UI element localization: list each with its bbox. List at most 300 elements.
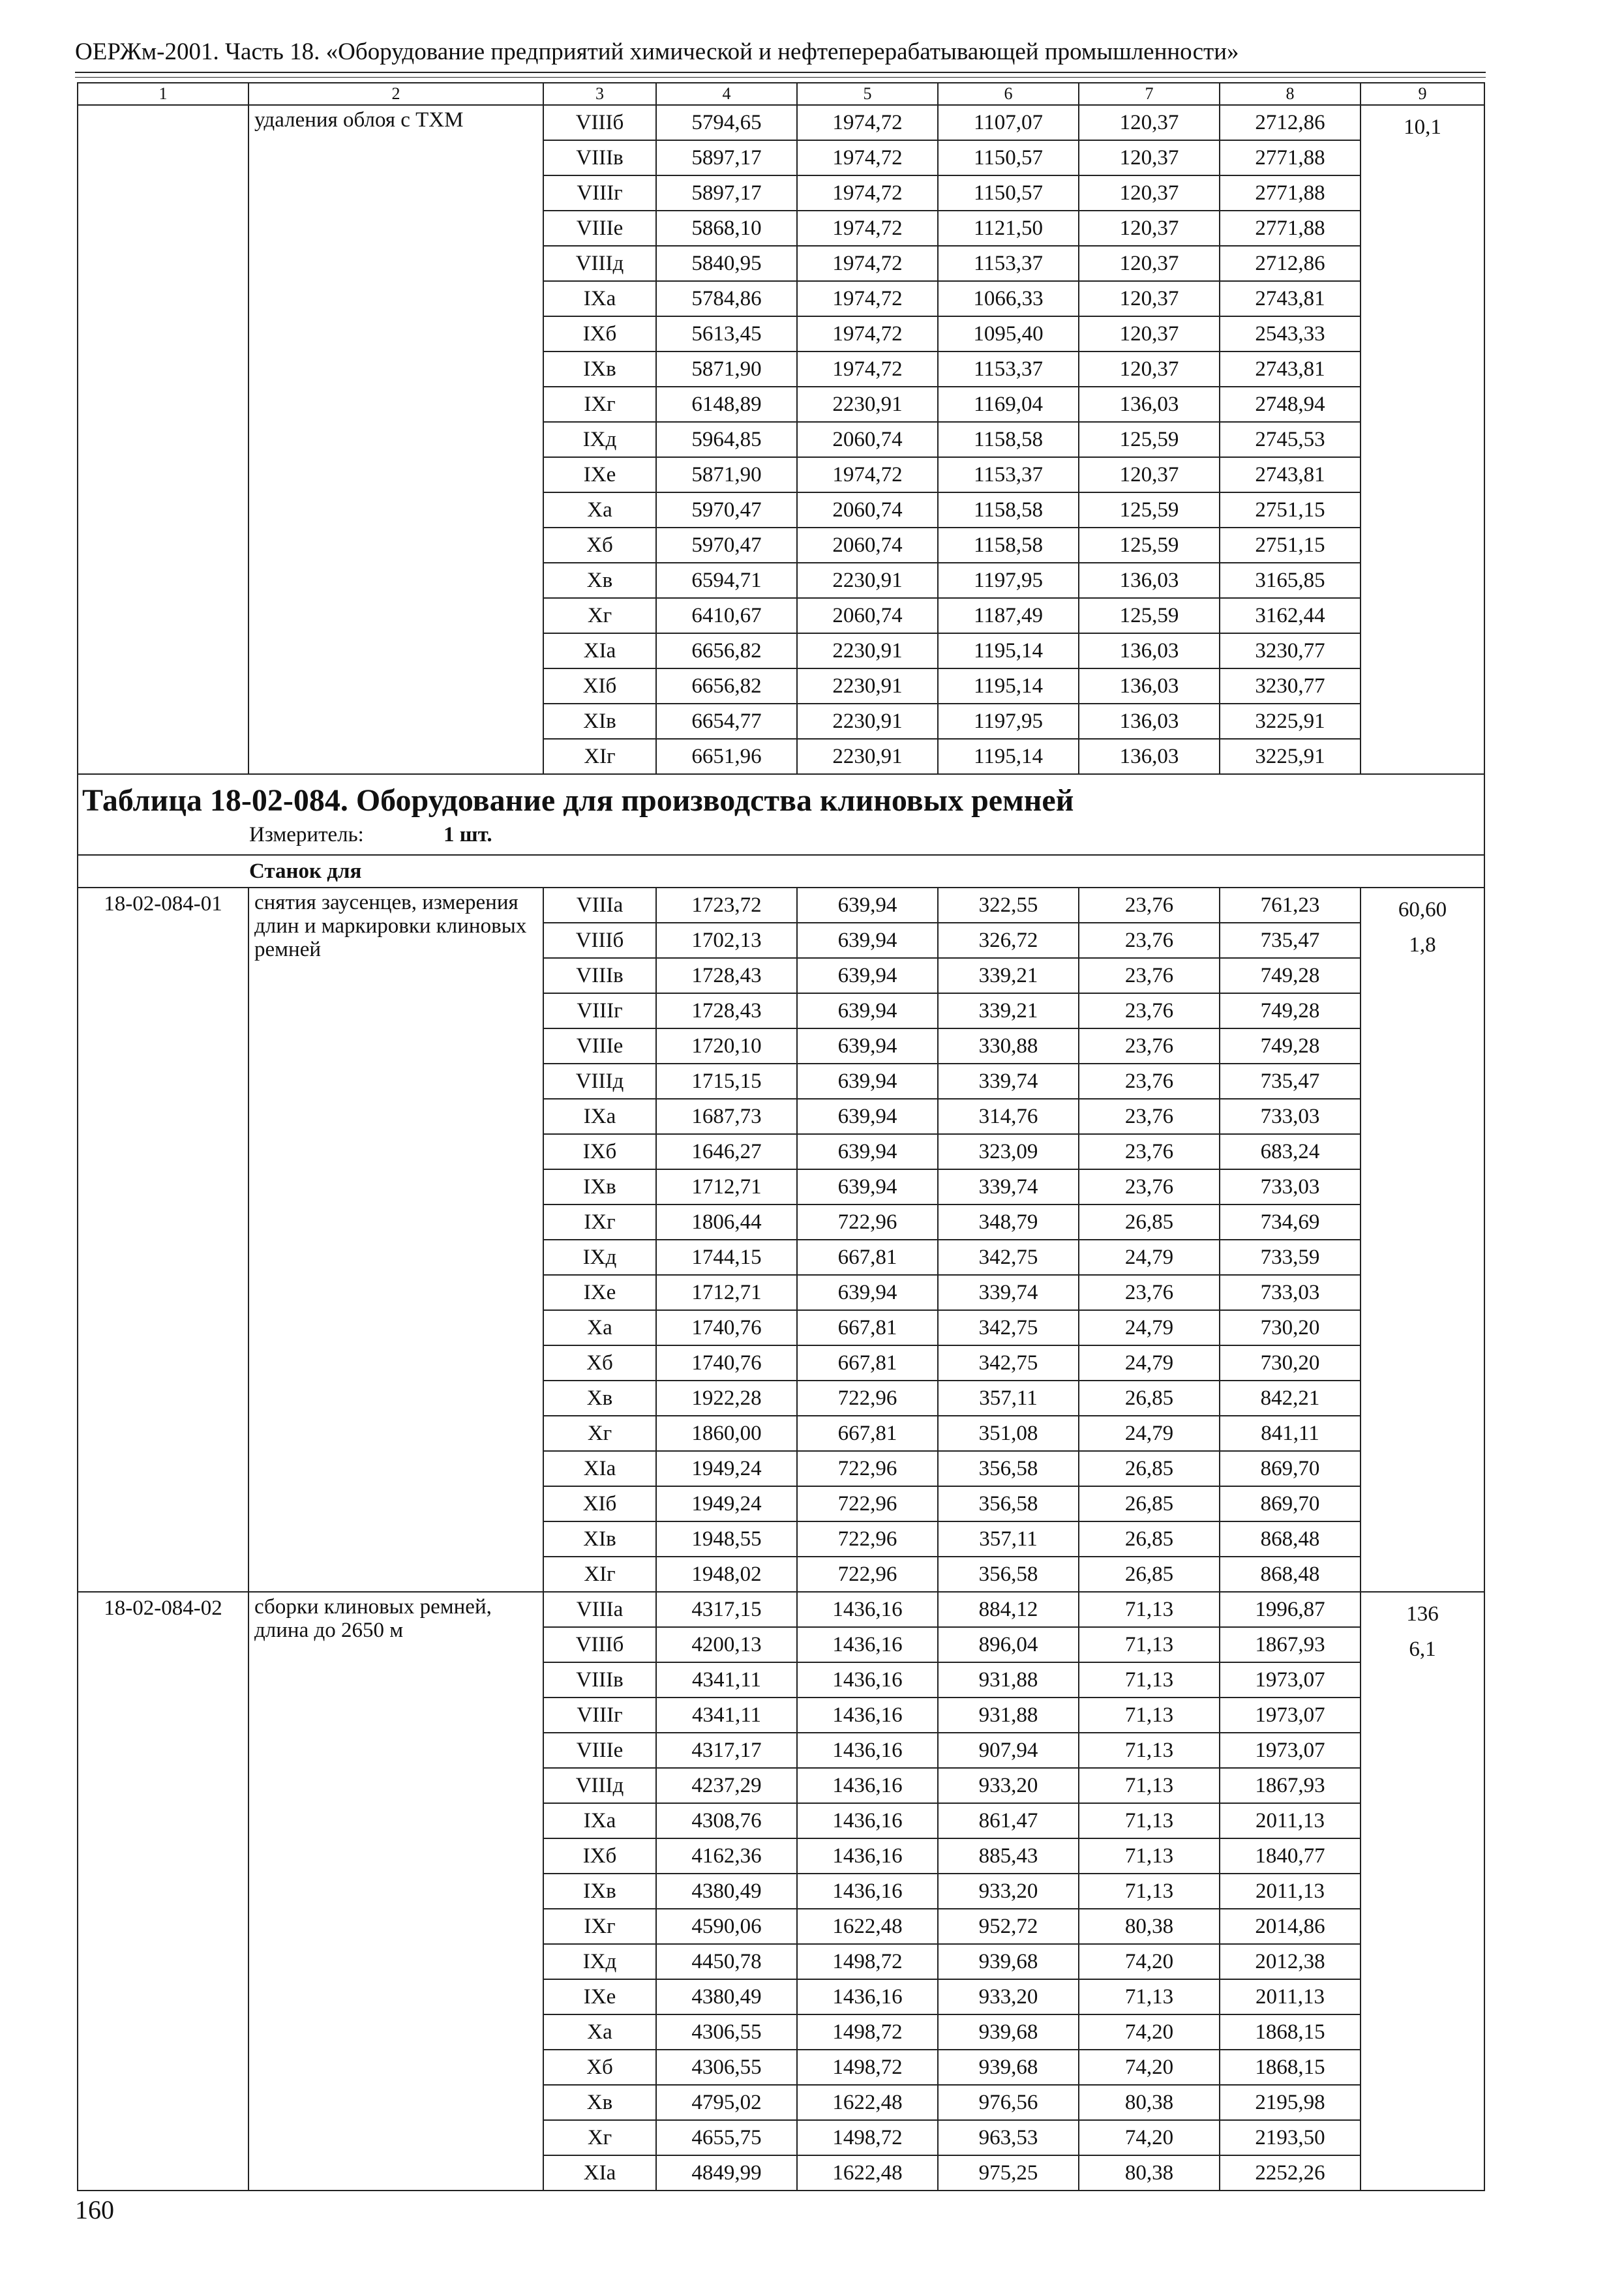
value-cell: 4237,29 (656, 1768, 797, 1803)
value-cell: 735,47 (1220, 923, 1361, 958)
value-cell: 667,81 (797, 1416, 938, 1451)
value-cell: 24,79 (1079, 1310, 1220, 1345)
value-cell: 733,03 (1220, 1099, 1361, 1134)
value-cell: 342,75 (938, 1240, 1079, 1275)
column-number: 6 (938, 83, 1079, 105)
value-cell: 24,79 (1079, 1345, 1220, 1381)
value-cell: 23,76 (1079, 993, 1220, 1028)
region-index-cell: VIIIд (543, 1064, 656, 1099)
value-cell: 120,37 (1079, 281, 1220, 316)
region-index-cell: IXе (543, 457, 656, 492)
region-index-cell: XIв (543, 1521, 656, 1557)
value-cell: 26,85 (1079, 1521, 1220, 1557)
value-cell: 2252,26 (1220, 2155, 1361, 2191)
value-cell: 5970,47 (656, 528, 797, 563)
value-cell: 1153,37 (938, 352, 1079, 387)
value-cell: 356,58 (938, 1557, 1079, 1592)
value-cell: 1158,58 (938, 492, 1079, 528)
region-index-cell: VIIIе (543, 211, 656, 246)
value-cell: 1974,72 (797, 211, 938, 246)
section-cell (78, 855, 1484, 888)
value-cell: 1436,16 (797, 1698, 938, 1733)
value-cell: 2193,50 (1220, 2120, 1361, 2155)
value-cell: 6654,77 (656, 704, 797, 739)
value-cell: 2060,74 (797, 422, 938, 457)
value-cell: 339,74 (938, 1275, 1079, 1310)
region-index-cell: VIIIв (543, 958, 656, 993)
value-cell: 1715,15 (656, 1064, 797, 1099)
region-index-cell: IXа (543, 1099, 656, 1134)
value-cell: 5964,85 (656, 422, 797, 457)
value-cell: 1702,13 (656, 923, 797, 958)
value-cell: 23,76 (1079, 958, 1220, 993)
value-cell: 2012,38 (1220, 1944, 1361, 1979)
table-title: Таблица 18-02-084. Оборудование для производства клиновых ремней (82, 783, 1074, 818)
header-rule-thin (75, 77, 1486, 78)
region-index-cell: IXг (543, 387, 656, 422)
value-cell: 5970,47 (656, 492, 797, 528)
value-cell: 733,59 (1220, 1240, 1361, 1275)
value-cell: 74,20 (1079, 2120, 1220, 2155)
value-cell: 71,13 (1079, 1838, 1220, 1874)
value-cell: 2011,13 (1220, 1874, 1361, 1909)
value-cell: 842,21 (1220, 1381, 1361, 1416)
value-cell: 1622,48 (797, 2155, 938, 2191)
region-index-cell: Xв (543, 2085, 656, 2120)
table-row (78, 105, 1484, 140)
column-number: 9 (1361, 83, 1484, 105)
value-cell: 2060,74 (797, 528, 938, 563)
value-cell: 1974,72 (797, 105, 938, 140)
value-cell: 330,88 (938, 1028, 1079, 1064)
value-cell: 1107,07 (938, 105, 1079, 140)
value-cell: 2014,86 (1220, 1909, 1361, 1944)
value-cell: 2771,88 (1220, 211, 1361, 246)
value-cell: 4306,55 (656, 2014, 797, 2050)
value-cell: 730,20 (1220, 1345, 1361, 1381)
value-cell: 722,96 (797, 1204, 938, 1240)
value-cell: 125,59 (1079, 492, 1220, 528)
col9-value: 6,1 (1409, 1638, 1436, 1661)
section-row (78, 855, 1484, 888)
value-cell: 1974,72 (797, 457, 938, 492)
col9-value: 136 (1406, 1602, 1439, 1626)
column-number: 5 (797, 83, 938, 105)
value-cell: 907,94 (938, 1733, 1079, 1768)
value-cell: 939,68 (938, 2014, 1079, 2050)
measure-label: Измеритель: (249, 823, 364, 846)
value-cell: 4341,11 (656, 1698, 797, 1733)
value-cell: 1153,37 (938, 457, 1079, 492)
value-cell: 3225,91 (1220, 704, 1361, 739)
value-cell: 1728,43 (656, 993, 797, 1028)
value-cell: 1867,93 (1220, 1768, 1361, 1803)
value-cell: 931,88 (938, 1698, 1079, 1733)
value-cell: 342,75 (938, 1345, 1079, 1381)
region-index-cell: Xг (543, 598, 656, 633)
value-cell: 80,38 (1079, 2085, 1220, 2120)
value-cell: 322,55 (938, 888, 1079, 923)
col9-value: 10,1 (1404, 115, 1441, 139)
value-cell: 1498,72 (797, 2050, 938, 2085)
value-cell: 975,25 (938, 2155, 1079, 2191)
value-cell: 1436,16 (797, 1662, 938, 1698)
value-cell: 120,37 (1079, 316, 1220, 352)
value-cell: 120,37 (1079, 246, 1220, 281)
region-index-cell: IXг (543, 1909, 656, 1944)
value-cell: 1974,72 (797, 246, 938, 281)
value-cell: 5871,90 (656, 352, 797, 387)
region-index-cell: XIа (543, 2155, 656, 2191)
value-cell: 125,59 (1079, 598, 1220, 633)
value-cell: 4308,76 (656, 1803, 797, 1838)
rate-description: снятия заусенцев, измерения длин и маркировки клиновых ремней (248, 888, 543, 1592)
value-cell: 1974,72 (797, 281, 938, 316)
value-cell: 4590,06 (656, 1909, 797, 1944)
value-cell: 23,76 (1079, 1064, 1220, 1099)
value-cell: 2230,91 (797, 739, 938, 774)
value-cell: 1948,55 (656, 1521, 797, 1557)
value-cell: 23,76 (1079, 923, 1220, 958)
value-cell: 136,03 (1079, 563, 1220, 598)
page-number: 160 (75, 2195, 114, 2224)
value-cell: 4200,13 (656, 1627, 797, 1662)
value-cell: 3230,77 (1220, 633, 1361, 668)
value-cell: 639,94 (797, 1064, 938, 1099)
value-cell: 639,94 (797, 923, 938, 958)
value-cell: 1195,14 (938, 668, 1079, 704)
value-cell: 1095,40 (938, 316, 1079, 352)
value-cell: 868,48 (1220, 1557, 1361, 1592)
value-cell: 896,04 (938, 1627, 1079, 1662)
value-cell: 71,13 (1079, 1803, 1220, 1838)
value-cell: 71,13 (1079, 1698, 1220, 1733)
value-cell: 2771,88 (1220, 140, 1361, 175)
rate-code (78, 105, 248, 774)
region-index-cell: IXг (543, 1204, 656, 1240)
value-cell: 2230,91 (797, 668, 938, 704)
value-cell: 4655,75 (656, 2120, 797, 2155)
region-index-cell: VIIIг (543, 175, 656, 211)
value-cell: 120,37 (1079, 457, 1220, 492)
region-index-cell: XIб (543, 1486, 656, 1521)
value-cell: 326,72 (938, 923, 1079, 958)
value-cell: 1169,04 (938, 387, 1079, 422)
region-index-cell: Xг (543, 1416, 656, 1451)
value-cell: 2712,86 (1220, 105, 1361, 140)
value-cell: 885,43 (938, 1838, 1079, 1874)
value-cell: 5794,65 (656, 105, 797, 140)
value-cell: 136,03 (1079, 668, 1220, 704)
value-cell: 884,12 (938, 1592, 1079, 1627)
value-cell: 722,96 (797, 1381, 938, 1416)
value-cell: 1150,57 (938, 175, 1079, 211)
col9-cell (1361, 888, 1484, 1592)
value-cell: 722,96 (797, 1521, 938, 1557)
region-index-cell: XIб (543, 668, 656, 704)
value-cell: 1740,76 (656, 1345, 797, 1381)
value-cell: 5840,95 (656, 246, 797, 281)
value-cell: 136,03 (1079, 387, 1220, 422)
value-cell: 339,74 (938, 1169, 1079, 1204)
value-cell: 1498,72 (797, 2014, 938, 2050)
header-rule (75, 72, 1486, 73)
value-cell: 639,94 (797, 1099, 938, 1134)
region-index-cell: IXа (543, 1803, 656, 1838)
value-cell: 5613,45 (656, 316, 797, 352)
value-cell: 2060,74 (797, 492, 938, 528)
value-cell: 24,79 (1079, 1416, 1220, 1451)
value-cell: 120,37 (1079, 140, 1220, 175)
value-cell: 1996,87 (1220, 1592, 1361, 1627)
value-cell: 1868,15 (1220, 2014, 1361, 2050)
value-cell: 749,28 (1220, 993, 1361, 1028)
value-cell: 1498,72 (797, 2120, 938, 2155)
measure-value: 1 шт. (444, 823, 492, 846)
measure-line (78, 820, 1484, 854)
value-cell: 639,94 (797, 958, 938, 993)
value-cell: 1860,00 (656, 1416, 797, 1451)
value-cell: 4380,49 (656, 1979, 797, 2014)
value-cell: 1646,27 (656, 1134, 797, 1169)
value-cell: 1949,24 (656, 1451, 797, 1486)
value-cell: 869,70 (1220, 1451, 1361, 1486)
value-cell: 639,94 (797, 1134, 938, 1169)
value-cell: 1436,16 (797, 1803, 938, 1838)
value-cell: 4795,02 (656, 2085, 797, 2120)
value-cell: 6651,96 (656, 739, 797, 774)
region-index-cell: XIг (543, 739, 656, 774)
value-cell: 939,68 (938, 2050, 1079, 2085)
value-cell: 4341,11 (656, 1662, 797, 1698)
region-index-cell: IXд (543, 1944, 656, 1979)
value-cell: 1712,71 (656, 1275, 797, 1310)
value-cell: 4162,36 (656, 1838, 797, 1874)
value-cell: 1197,95 (938, 563, 1079, 598)
region-index-cell: Xб (543, 528, 656, 563)
value-cell: 667,81 (797, 1240, 938, 1275)
region-index-cell: VIIIд (543, 246, 656, 281)
table-row (78, 888, 1484, 923)
value-cell: 136,03 (1079, 633, 1220, 668)
column-number: 1 (78, 83, 248, 105)
region-index-cell: VIIIб (543, 923, 656, 958)
rates-table (77, 82, 1485, 2191)
value-cell: 1712,71 (656, 1169, 797, 1204)
value-cell: 351,08 (938, 1416, 1079, 1451)
value-cell: 74,20 (1079, 2014, 1220, 2050)
value-cell: 933,20 (938, 1979, 1079, 2014)
value-cell: 1150,57 (938, 140, 1079, 175)
col9-cell (1361, 105, 1484, 774)
value-cell: 2771,88 (1220, 175, 1361, 211)
value-cell: 125,59 (1079, 422, 1220, 457)
value-cell: 24,79 (1079, 1240, 1220, 1275)
value-cell: 2743,81 (1220, 457, 1361, 492)
region-index-cell: VIIIе (543, 1733, 656, 1768)
value-cell: 71,13 (1079, 1627, 1220, 1662)
value-cell: 761,23 (1220, 888, 1361, 923)
region-index-cell: IXб (543, 1134, 656, 1169)
value-cell: 1974,72 (797, 140, 938, 175)
value-cell: 1740,76 (656, 1310, 797, 1345)
value-cell: 869,70 (1220, 1486, 1361, 1521)
value-cell: 5897,17 (656, 140, 797, 175)
value-cell: 639,94 (797, 1169, 938, 1204)
value-cell: 356,58 (938, 1486, 1079, 1521)
value-cell: 2712,86 (1220, 246, 1361, 281)
value-cell: 136,03 (1079, 704, 1220, 739)
value-cell: 3225,91 (1220, 739, 1361, 774)
value-cell: 71,13 (1079, 1768, 1220, 1803)
value-cell: 5868,10 (656, 211, 797, 246)
value-cell: 1806,44 (656, 1204, 797, 1240)
value-cell: 71,13 (1079, 1733, 1220, 1768)
region-index-cell: VIIIв (543, 140, 656, 175)
value-cell: 339,21 (938, 958, 1079, 993)
column-number: 4 (656, 83, 797, 105)
value-cell: 2195,98 (1220, 2085, 1361, 2120)
region-index-cell: IXе (543, 1979, 656, 2014)
rate-code: 18-02-084-02 (78, 1592, 248, 2191)
value-cell: 868,48 (1220, 1521, 1361, 1557)
value-cell: 1867,93 (1220, 1627, 1361, 1662)
value-cell: 1974,72 (797, 352, 938, 387)
value-cell: 23,76 (1079, 1028, 1220, 1064)
region-index-cell: Xа (543, 1310, 656, 1345)
value-cell: 71,13 (1079, 1874, 1220, 1909)
value-cell: 749,28 (1220, 958, 1361, 993)
value-cell: 733,03 (1220, 1275, 1361, 1310)
value-cell: 963,53 (938, 2120, 1079, 2155)
value-cell: 2011,13 (1220, 1803, 1361, 1838)
value-cell: 23,76 (1079, 1134, 1220, 1169)
value-cell: 80,38 (1079, 2155, 1220, 2191)
value-cell: 2743,81 (1220, 352, 1361, 387)
col9-value: 60,60 (1398, 898, 1447, 921)
value-cell: 6410,67 (656, 598, 797, 633)
region-index-cell: Xв (543, 563, 656, 598)
value-cell: 1436,16 (797, 1592, 938, 1627)
region-index-cell: Xб (543, 1345, 656, 1381)
value-cell: 2745,53 (1220, 422, 1361, 457)
value-cell: 1973,07 (1220, 1698, 1361, 1733)
value-cell: 4450,78 (656, 1944, 797, 1979)
col9-cell (1361, 1592, 1484, 2191)
value-cell: 1436,16 (797, 1874, 938, 1909)
value-cell: 120,37 (1079, 211, 1220, 246)
value-cell: 1948,02 (656, 1557, 797, 1592)
value-cell: 2543,33 (1220, 316, 1361, 352)
value-cell: 4317,17 (656, 1733, 797, 1768)
column-number: 8 (1220, 83, 1361, 105)
value-cell: 3230,77 (1220, 668, 1361, 704)
value-cell: 976,56 (938, 2085, 1079, 2120)
value-cell: 1622,48 (797, 2085, 938, 2120)
value-cell: 323,09 (938, 1134, 1079, 1169)
value-cell: 6148,89 (656, 387, 797, 422)
value-cell: 733,03 (1220, 1169, 1361, 1204)
value-cell: 120,37 (1079, 352, 1220, 387)
value-cell: 3165,85 (1220, 563, 1361, 598)
value-cell: 735,47 (1220, 1064, 1361, 1099)
value-cell: 722,96 (797, 1486, 938, 1521)
region-index-cell: XIг (543, 1557, 656, 1592)
col9-value: 1,8 (1409, 933, 1436, 957)
value-cell: 952,72 (938, 1909, 1079, 1944)
region-index-cell: Xа (543, 492, 656, 528)
column-number: 7 (1079, 83, 1220, 105)
region-index-cell: VIIIб (543, 1627, 656, 1662)
value-cell: 939,68 (938, 1944, 1079, 1979)
value-cell: 734,69 (1220, 1204, 1361, 1240)
value-cell: 26,85 (1079, 1204, 1220, 1240)
value-cell: 1153,37 (938, 246, 1079, 281)
value-cell: 1974,72 (797, 175, 938, 211)
table-row (78, 1592, 1484, 1627)
value-cell: 683,24 (1220, 1134, 1361, 1169)
value-cell: 639,94 (797, 993, 938, 1028)
value-cell: 6594,71 (656, 563, 797, 598)
value-cell: 71,13 (1079, 1662, 1220, 1698)
region-index-cell: VIIIа (543, 1592, 656, 1627)
value-cell: 1728,43 (656, 958, 797, 993)
value-cell: 6656,82 (656, 633, 797, 668)
value-cell: 1195,14 (938, 739, 1079, 774)
region-index-cell: XIа (543, 1451, 656, 1486)
region-index-cell: IXе (543, 1275, 656, 1310)
value-cell: 342,75 (938, 1310, 1079, 1345)
value-cell: 1974,72 (797, 316, 938, 352)
value-cell: 722,96 (797, 1557, 938, 1592)
value-cell: 933,20 (938, 1768, 1079, 1803)
value-cell: 120,37 (1079, 175, 1220, 211)
value-cell: 5871,90 (656, 457, 797, 492)
region-index-cell: IXб (543, 316, 656, 352)
value-cell: 2060,74 (797, 598, 938, 633)
value-cell: 639,94 (797, 1275, 938, 1310)
region-index-cell: Xб (543, 2050, 656, 2085)
value-cell: 841,11 (1220, 1416, 1361, 1451)
value-cell: 2230,91 (797, 387, 938, 422)
region-index-cell: IXа (543, 281, 656, 316)
value-cell: 722,96 (797, 1451, 938, 1486)
table-title-row (78, 774, 1484, 855)
value-cell: 639,94 (797, 888, 938, 923)
value-cell: 1949,24 (656, 1486, 797, 1521)
value-cell: 348,79 (938, 1204, 1079, 1240)
value-cell: 2751,15 (1220, 492, 1361, 528)
value-cell: 1498,72 (797, 1944, 938, 1979)
region-index-cell: Xв (543, 1381, 656, 1416)
value-cell: 339,74 (938, 1064, 1079, 1099)
value-cell: 26,85 (1079, 1451, 1220, 1486)
page-header-title: ОЕРЖм-2001. Часть 18. «Оборудование предприятий химической и нефтеперерабатывающей промышленности» (75, 38, 1239, 65)
region-index-cell: IXд (543, 1240, 656, 1275)
value-cell: 1195,14 (938, 633, 1079, 668)
value-cell: 667,81 (797, 1310, 938, 1345)
value-cell: 3162,44 (1220, 598, 1361, 633)
region-index-cell: XIв (543, 704, 656, 739)
value-cell: 933,20 (938, 1874, 1079, 1909)
value-cell: 339,21 (938, 993, 1079, 1028)
value-cell: 2748,94 (1220, 387, 1361, 422)
value-cell: 26,85 (1079, 1557, 1220, 1592)
region-index-cell: VIIIв (543, 1662, 656, 1698)
value-cell: 74,20 (1079, 2050, 1220, 2085)
value-cell: 861,47 (938, 1803, 1079, 1838)
value-cell: 1436,16 (797, 1733, 938, 1768)
